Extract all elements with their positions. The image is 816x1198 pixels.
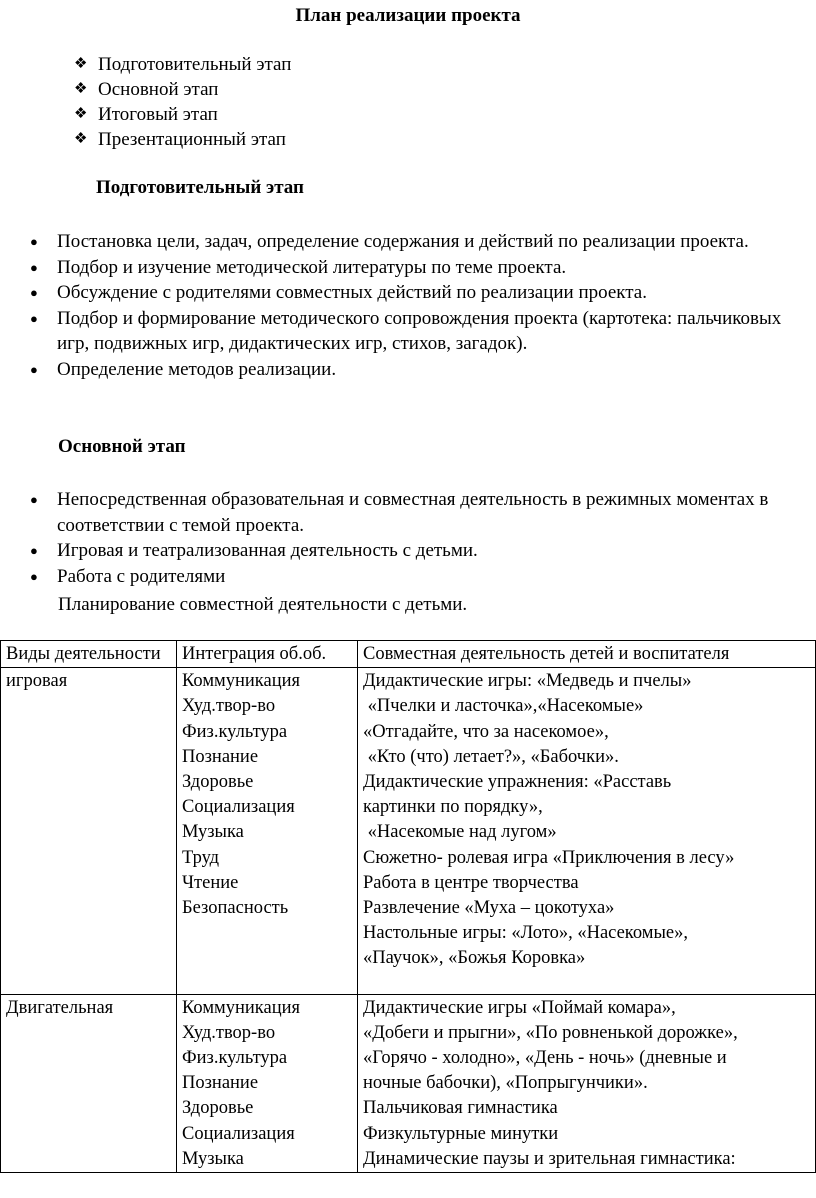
list-item xyxy=(74,52,291,77)
stage-list xyxy=(74,52,291,152)
list-item: ● Подбор и изучение методической литературы по теме проекта. xyxy=(30,255,810,281)
integration-cell: Коммуникация Худ.твор-во Физ.культура Познание Здоровье Социализация Музыка Труд Чтение Безопасность xyxy=(177,668,358,994)
diamond-bullet-icon: ❖ xyxy=(74,131,88,147)
stage-label: Итоговый этап xyxy=(98,104,218,125)
list-item xyxy=(74,102,291,127)
stage-label: Подготовительный этап xyxy=(98,54,292,75)
table-row xyxy=(1,668,816,994)
joint-activity-cell: Дидактические игры: «Медведь и пчелы» «Пчелки и ласточка»,«Насекомые» «Отгадайте, что за насекомое», «Кто (что) летает?», «Бабочки». Дидактические упражнения: «Расставь картинки по порядку», «Насекомые над лугом» Сюжетно- ролевая игра «Приключения в лесу» Работа в центре творчества Развлечение «Муха – цокотуха» Настольные игры: «Лото», «Насекомые», «Паучок», «Божья Коровка» xyxy=(358,668,816,994)
page-title: План реализации проекта xyxy=(295,5,521,26)
stage-label: Презентационный этап xyxy=(98,129,286,150)
prep-list xyxy=(30,229,810,382)
table-row xyxy=(1,994,816,1172)
list-item: ● Постановка цели, задач, определение содержания и действий по реализации проекта. xyxy=(30,229,810,255)
table-header-row xyxy=(1,641,816,668)
list-item: ● Непосредственная образовательная и совместная деятельность в режимных моментах в соответствии с темой проекта. xyxy=(30,489,769,536)
bullet-dot-icon: ● xyxy=(30,361,38,377)
list-item: ● Обсуждение с родителями совместных действий по реализации проекта. xyxy=(30,280,810,306)
activity-type-cell: игровая xyxy=(1,668,177,994)
integration-cell: Коммуникация Худ.твор-во Физ.культура Познание Здоровье Социализация Музыка xyxy=(177,994,358,1172)
diamond-bullet-icon: ❖ xyxy=(74,81,88,97)
header-cell: Интеграция об.об. xyxy=(177,641,358,668)
bullet-dot-icon: ● xyxy=(30,285,38,300)
stage-label: Основной этап xyxy=(98,79,219,100)
prep-heading: Подготовительный этап xyxy=(96,177,304,198)
bullet-dot-icon: ● xyxy=(30,543,38,558)
plan-caption: Планирование совместной деятельности с детьми. xyxy=(58,594,468,615)
list-item: ● Подбор и формирование методического сопровождения проекта (картотека: пальчиковых игр, подвижных игр, дидактических игр, стихов, загадок). xyxy=(30,307,782,354)
bullet-dot-icon: ● xyxy=(30,259,38,275)
list-item xyxy=(74,127,291,152)
header-cell: Совместная деятельность детей и воспитателя xyxy=(358,641,816,668)
activity-table xyxy=(0,640,816,1173)
activity-type-cell: Двигательная xyxy=(1,994,177,1172)
list-item: ● Работа с родителями xyxy=(30,564,810,590)
bullet-dot-icon: ● xyxy=(30,310,38,326)
diamond-bullet-icon: ❖ xyxy=(74,106,88,122)
list-item: ● Определение методов реализации. xyxy=(30,357,810,383)
diamond-bullet-icon: ❖ xyxy=(74,56,88,72)
list-item xyxy=(74,77,291,102)
main-heading: Основной этап xyxy=(58,436,186,457)
joint-activity-cell: Дидактические игры «Поймай комара», «Добеги и прыгни», «По ровненькой дорожке», «Горячо - холодно», «День - ночь» (дневные и ночные бабочки), «Попрыгунчики». Пальчиковая гимнастика Физкультурные минутки Динамические паузы и зрительная гимнастика: xyxy=(358,994,816,1172)
list-item: ● Игровая и театрализованная деятельность с детьми. xyxy=(30,538,810,564)
bullet-dot-icon: ● xyxy=(30,568,38,584)
bullet-dot-icon: ● xyxy=(30,492,38,507)
header-cell: Виды деятельности xyxy=(1,641,177,668)
main-list xyxy=(30,487,810,589)
bullet-dot-icon: ● xyxy=(30,234,38,249)
